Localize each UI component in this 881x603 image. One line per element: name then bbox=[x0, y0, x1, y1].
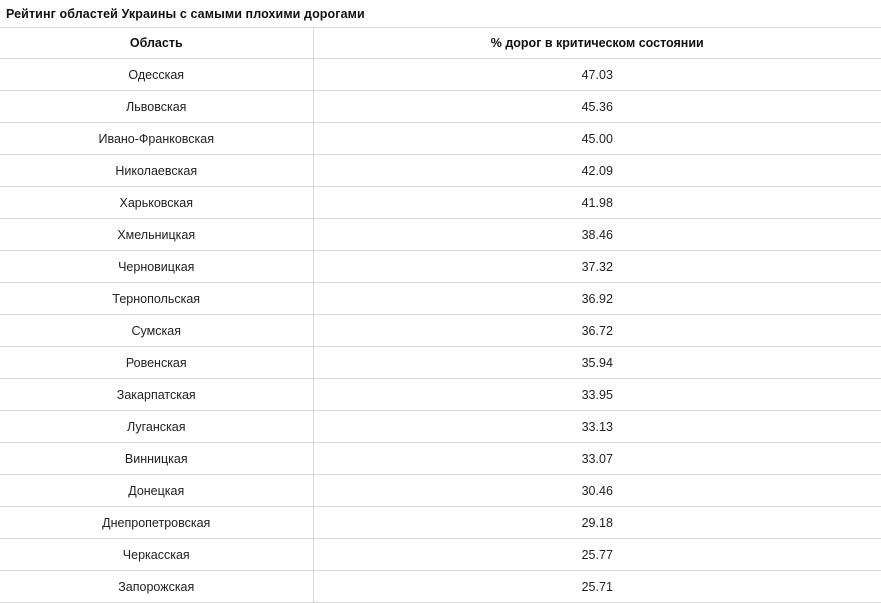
cell-percent: 36.92 bbox=[313, 283, 881, 315]
cell-region: Ивано-Франковская bbox=[0, 123, 313, 155]
table-row bbox=[0, 219, 881, 251]
table-header-row bbox=[0, 28, 881, 59]
cell-region: Черновицкая bbox=[0, 251, 313, 283]
cell-region: Черкасская bbox=[0, 539, 313, 571]
cell-region: Тернопольская bbox=[0, 283, 313, 315]
cell-percent: 42.09 bbox=[313, 155, 881, 187]
cell-region: Хмельницкая bbox=[0, 219, 313, 251]
table-row bbox=[0, 123, 881, 155]
cell-region: Одесская bbox=[0, 59, 313, 91]
cell-region: Днепропетровская bbox=[0, 507, 313, 539]
cell-percent: 29.18 bbox=[313, 507, 881, 539]
cell-region: Львовская bbox=[0, 91, 313, 123]
cell-region: Запорожская bbox=[0, 571, 313, 603]
table-row bbox=[0, 251, 881, 283]
cell-percent: 25.77 bbox=[313, 539, 881, 571]
table-row bbox=[0, 187, 881, 219]
cell-region: Николаевская bbox=[0, 155, 313, 187]
cell-percent: 33.95 bbox=[313, 379, 881, 411]
cell-percent: 30.46 bbox=[313, 475, 881, 507]
table-row bbox=[0, 443, 881, 475]
cell-region: Харьковская bbox=[0, 187, 313, 219]
table-row bbox=[0, 347, 881, 379]
table-row bbox=[0, 155, 881, 187]
cell-region: Винницкая bbox=[0, 443, 313, 475]
cell-region: Луганская bbox=[0, 411, 313, 443]
cell-percent: 45.00 bbox=[313, 123, 881, 155]
cell-percent: 37.32 bbox=[313, 251, 881, 283]
table-row bbox=[0, 539, 881, 571]
table-row bbox=[0, 283, 881, 315]
cell-percent: 47.03 bbox=[313, 59, 881, 91]
table-header bbox=[0, 28, 881, 59]
roads-rating-table bbox=[0, 27, 881, 603]
page-title: Рейтинг областей Украины с самыми плохими дорогами bbox=[6, 7, 365, 21]
cell-region: Закарпатская bbox=[0, 379, 313, 411]
cell-region: Сумская bbox=[0, 315, 313, 347]
table-row bbox=[0, 571, 881, 603]
table-row bbox=[0, 59, 881, 91]
cell-percent: 36.72 bbox=[313, 315, 881, 347]
cell-percent: 38.46 bbox=[313, 219, 881, 251]
table-body bbox=[0, 59, 881, 603]
table-row bbox=[0, 91, 881, 123]
cell-region: Донецкая bbox=[0, 475, 313, 507]
table-row bbox=[0, 315, 881, 347]
column-header-percent: % дорог в критическом состоянии bbox=[313, 28, 881, 59]
cell-percent: 33.07 bbox=[313, 443, 881, 475]
table-row bbox=[0, 475, 881, 507]
cell-region: Ровенская bbox=[0, 347, 313, 379]
cell-percent: 33.13 bbox=[313, 411, 881, 443]
cell-percent: 45.36 bbox=[313, 91, 881, 123]
column-header-region: Область bbox=[0, 28, 313, 59]
table-row bbox=[0, 411, 881, 443]
cell-percent: 41.98 bbox=[313, 187, 881, 219]
table-row bbox=[0, 507, 881, 539]
cell-percent: 35.94 bbox=[313, 347, 881, 379]
cell-percent: 25.71 bbox=[313, 571, 881, 603]
table-row bbox=[0, 379, 881, 411]
